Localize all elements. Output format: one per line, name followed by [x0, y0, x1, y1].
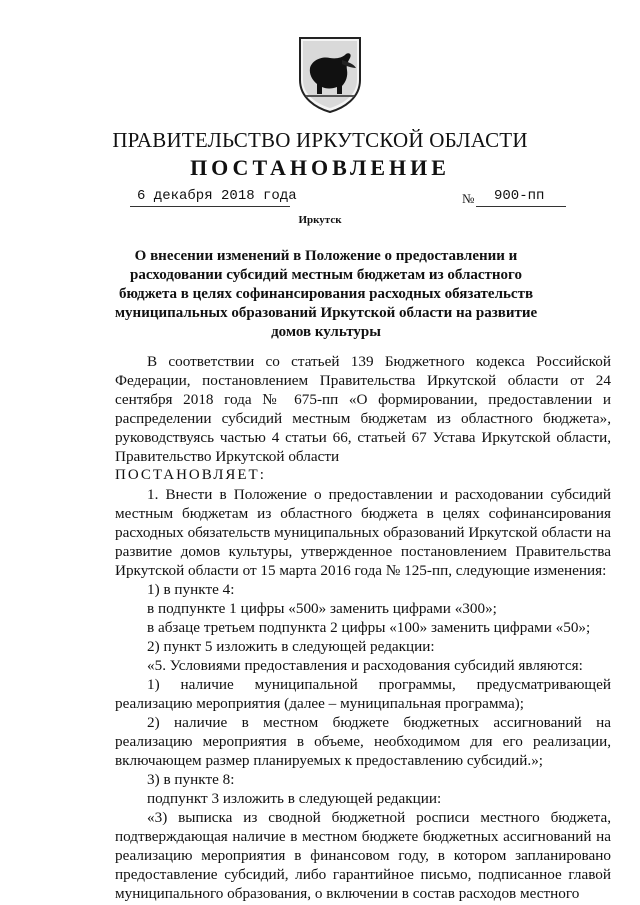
paragraph-8: 2) наличие в местном бюджете бюджетных ассигнований на реализацию мероприятия в объеме, необходимом для его реализации, включающем размер планируемых к предоставлению субсидий.»; [115, 714, 611, 769]
date-underline [130, 206, 290, 207]
paragraph-2: 1) в пункте 4: [147, 581, 235, 598]
document-city: Иркутск [298, 214, 342, 226]
paragraph-1: 1. Внести в Положение о предоставлении и расходовании субсидий местным бюджетам из областного бюджета в целях софинансирования расходных обязательств муниципальных образований Иркутской области на развитие домов культуры, утвержденное постановлением Правительства Иркутской области от 15 марта 2016 года № 125-пп, следующие изменения: [115, 486, 611, 579]
resolves-heading: ПОСТАНОВЛЯЕТ: [115, 467, 266, 483]
number-underline [476, 206, 566, 207]
document-number: 900-пп [494, 188, 545, 204]
paragraph-6: «5. Условиями предоставления и расходования субсидий являются: [147, 657, 583, 674]
paragraph-3: в подпункте 1 цифры «500» заменить цифрами «300»; [147, 600, 497, 617]
government-title: ПРАВИТЕЛЬСТВО ИРКУТСКОЙ ОБЛАСТИ [112, 128, 528, 152]
paragraph-5: 2) пункт 5 изложить в следующей редакции: [147, 638, 435, 655]
preamble: В соответствии со статьей 139 Бюджетного кодекса Российской Федерации, постановлением Правительства Иркутской области от 24 сентября 2018 года № 675-пп «О формировании, предоставлении и распределении субсидий местным бюджетам из областного бюджета», руководствуясь частью 4 статьи 66, статьей 67 Устава Иркутской области, Правительство Иркутской области [115, 353, 611, 465]
paragraph-7: 1) наличие муниципальной программы, предусматривающей реализацию мероприятия (далее – муниципальная программа); [115, 676, 611, 712]
paragraph-4: в абзаце третьем подпункта 2 цифры «100» заменить цифрами «50»; [147, 619, 591, 636]
paragraph-11: «3) выписка из сводной бюджетной росписи местного бюджета, подтверждающая наличие в местном бюджете бюджетных ассигнований на реализацию мероприятия в финансовом году, в котором запланировано предоставление субсидий, либо гарантийное письмо, подписанное главой муниципального образования, о включении в состав расходов местного [115, 809, 611, 902]
document-type: ПОСТАНОВЛЕНИЕ [190, 155, 450, 180]
document-subject: О внесении изменений в Положение о предоставлении и расходовании субсидий местным бюджетам из областного бюджета в целях софинансирования расходных обязательств муниципальных образований Иркутской области на развитие домов культуры [114, 248, 538, 340]
paragraph-9: 3) в пункте 8: [147, 771, 235, 788]
document-body [115, 352, 611, 903]
paragraph-10: подпункт 3 изложить в следующей редакции: [147, 790, 442, 807]
number-sign: № [462, 191, 475, 206]
coat-of-arms-icon [296, 34, 364, 114]
document-date: 6 декабря 2018 года [137, 188, 297, 204]
